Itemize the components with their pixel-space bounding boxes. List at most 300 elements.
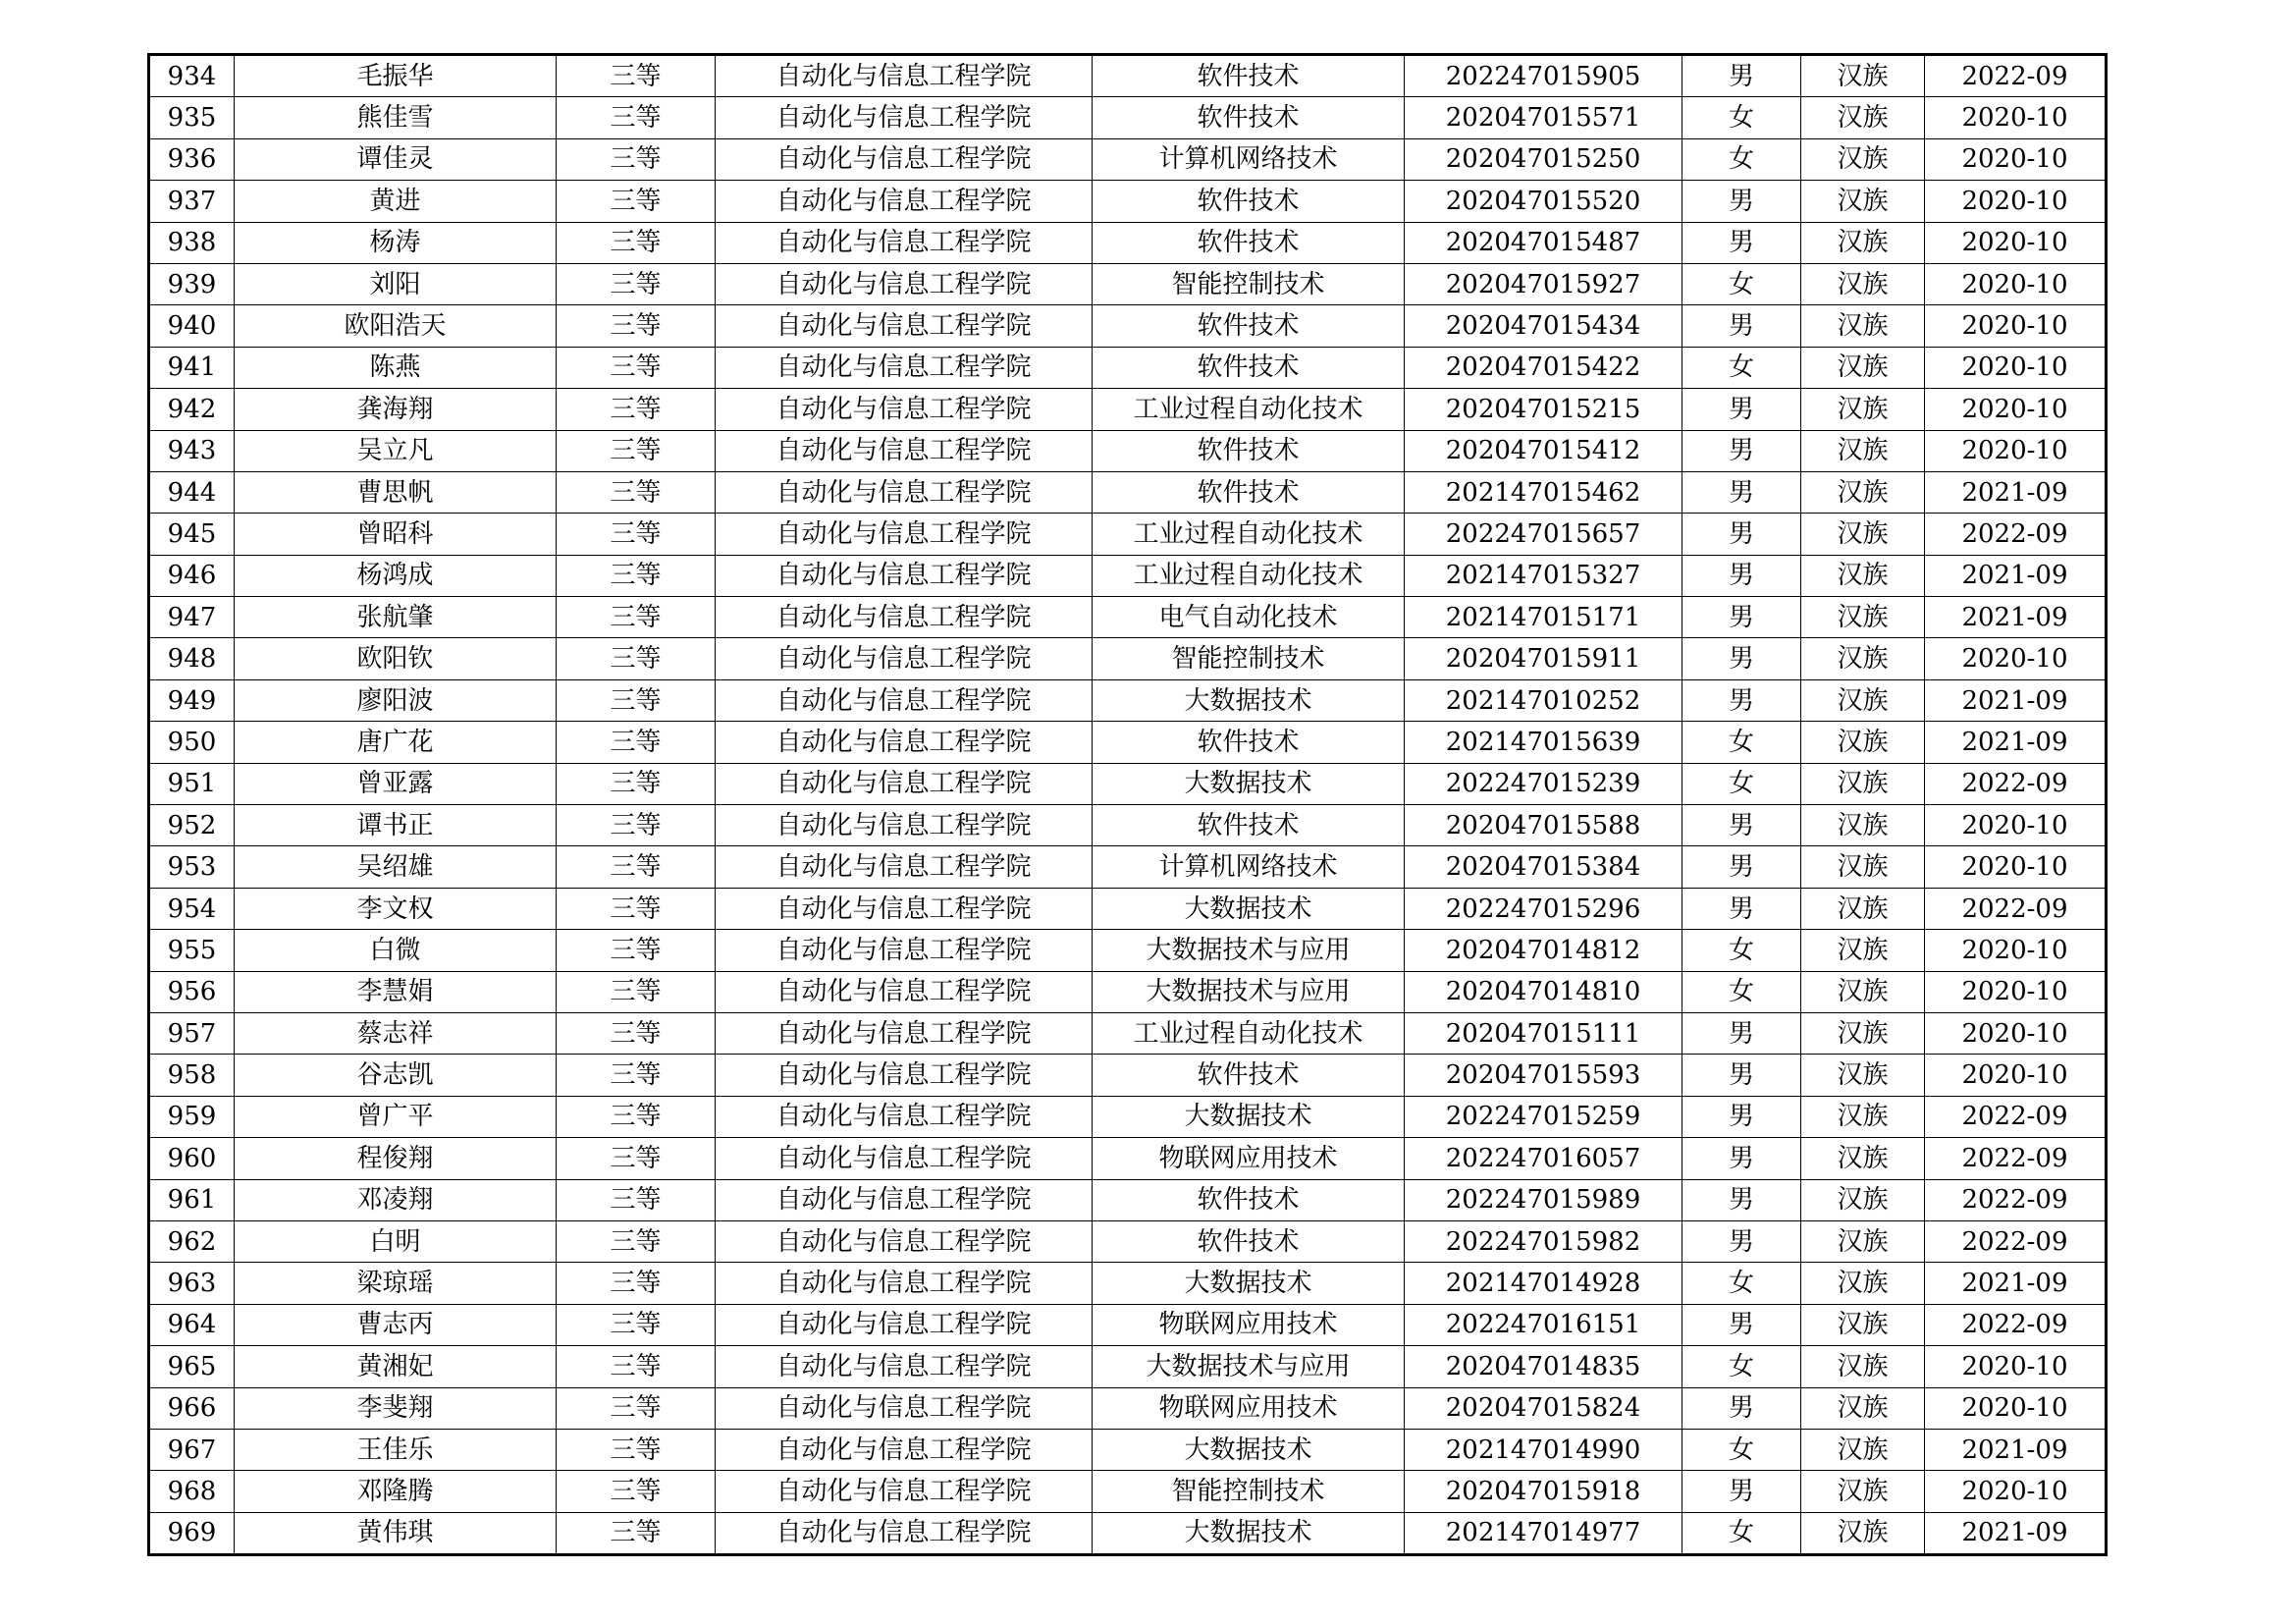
cell-ethnicity: 汉族: [1801, 181, 1925, 222]
cell-student-id: 202247016151: [1405, 1304, 1682, 1345]
cell-award-level: 三等: [557, 263, 716, 304]
cell-row-number: 965: [149, 1346, 235, 1387]
cell-award-level: 三等: [557, 597, 716, 638]
cell-award-level: 三等: [557, 138, 716, 180]
cell-student-name: 谭书正: [235, 805, 557, 846]
cell-student-name: 陈燕: [235, 347, 557, 388]
cell-ethnicity: 汉族: [1801, 679, 1925, 721]
cell-major: 工业过程自动化技术: [1093, 514, 1405, 555]
cell-gender: 男: [1682, 555, 1801, 596]
cell-gender: 男: [1682, 471, 1801, 513]
cell-award-level: 三等: [557, 679, 716, 721]
cell-student-name: 曹思帆: [235, 471, 557, 513]
cell-student-id: 202247015905: [1405, 55, 1682, 97]
cell-row-number: 938: [149, 222, 235, 263]
table-row: [149, 222, 2107, 263]
table-row: [149, 638, 2107, 679]
cell-college: 自动化与信息工程学院: [716, 555, 1093, 596]
cell-enrollment-date: 2022-09: [1925, 1179, 2107, 1220]
cell-gender: 女: [1682, 263, 1801, 304]
cell-student-id: 202147015327: [1405, 555, 1682, 596]
cell-student-name: 曾昭科: [235, 514, 557, 555]
cell-gender: 女: [1682, 763, 1801, 804]
cell-college: 自动化与信息工程学院: [716, 222, 1093, 263]
cell-gender: 男: [1682, 55, 1801, 97]
cell-major: 软件技术: [1093, 305, 1405, 347]
cell-enrollment-date: 2022-09: [1925, 763, 2107, 804]
cell-college: 自动化与信息工程学院: [716, 1471, 1093, 1512]
cell-student-id: 202047015412: [1405, 430, 1682, 471]
cell-major: 大数据技术与应用: [1093, 930, 1405, 971]
cell-student-id: 202047015918: [1405, 1471, 1682, 1512]
cell-student-id: 202147015171: [1405, 597, 1682, 638]
cell-enrollment-date: 2020-10: [1925, 930, 2107, 971]
cell-major: 软件技术: [1093, 471, 1405, 513]
cell-student-id: 202147010252: [1405, 679, 1682, 721]
cell-college: 自动化与信息工程学院: [716, 55, 1093, 97]
cell-student-id: 202047015215: [1405, 389, 1682, 430]
cell-student-name: 王佳乐: [235, 1429, 557, 1470]
cell-major: 软件技术: [1093, 55, 1405, 97]
cell-ethnicity: 汉族: [1801, 888, 1925, 929]
cell-row-number: 968: [149, 1471, 235, 1512]
cell-enrollment-date: 2022-09: [1925, 55, 2107, 97]
cell-award-level: 三等: [557, 1387, 716, 1429]
cell-student-id: 202047015434: [1405, 305, 1682, 347]
table-row: [149, 971, 2107, 1012]
cell-award-level: 三等: [557, 805, 716, 846]
cell-row-number: 961: [149, 1179, 235, 1220]
cell-major: 大数据技术: [1093, 763, 1405, 804]
cell-gender: 男: [1682, 514, 1801, 555]
cell-ethnicity: 汉族: [1801, 222, 1925, 263]
cell-enrollment-date: 2020-10: [1925, 1387, 2107, 1429]
table-row: [149, 1429, 2107, 1470]
cell-enrollment-date: 2020-10: [1925, 805, 2107, 846]
table-row: [149, 1471, 2107, 1512]
cell-row-number: 958: [149, 1055, 235, 1096]
cell-student-id: 202247016057: [1405, 1138, 1682, 1179]
cell-enrollment-date: 2020-10: [1925, 846, 2107, 888]
cell-student-id: 202247015296: [1405, 888, 1682, 929]
cell-row-number: 951: [149, 763, 235, 804]
cell-college: 自动化与信息工程学院: [716, 347, 1093, 388]
cell-ethnicity: 汉族: [1801, 555, 1925, 596]
cell-major: 物联网应用技术: [1093, 1304, 1405, 1345]
cell-student-id: 202047015520: [1405, 181, 1682, 222]
cell-college: 自动化与信息工程学院: [716, 1096, 1093, 1137]
cell-college: 自动化与信息工程学院: [716, 638, 1093, 679]
scholarship-table: [147, 53, 2108, 1556]
table-row: [149, 888, 2107, 929]
cell-college: 自动化与信息工程学院: [716, 846, 1093, 888]
cell-enrollment-date: 2022-09: [1925, 1220, 2107, 1262]
cell-student-id: 202047014810: [1405, 971, 1682, 1012]
cell-ethnicity: 汉族: [1801, 722, 1925, 763]
cell-award-level: 三等: [557, 846, 716, 888]
cell-major: 软件技术: [1093, 1220, 1405, 1262]
cell-award-level: 三等: [557, 555, 716, 596]
table-row: [149, 389, 2107, 430]
cell-gender: 男: [1682, 1387, 1801, 1429]
cell-major: 软件技术: [1093, 347, 1405, 388]
cell-enrollment-date: 2021-09: [1925, 1429, 2107, 1470]
cell-gender: 男: [1682, 805, 1801, 846]
table-row: [149, 930, 2107, 971]
cell-major: 大数据技术: [1093, 1429, 1405, 1470]
table-row: [149, 55, 2107, 97]
cell-row-number: 962: [149, 1220, 235, 1262]
cell-student-name: 杨鸿成: [235, 555, 557, 596]
cell-enrollment-date: 2020-10: [1925, 1055, 2107, 1096]
cell-award-level: 三等: [557, 389, 716, 430]
cell-row-number: 939: [149, 263, 235, 304]
cell-gender: 男: [1682, 430, 1801, 471]
cell-college: 自动化与信息工程学院: [716, 1055, 1093, 1096]
cell-row-number: 955: [149, 930, 235, 971]
table-body: [149, 55, 2107, 1555]
cell-major: 计算机网络技术: [1093, 138, 1405, 180]
cell-student-id: 202147015639: [1405, 722, 1682, 763]
cell-gender: 女: [1682, 722, 1801, 763]
cell-ethnicity: 汉族: [1801, 1220, 1925, 1262]
cell-student-id: 202147014928: [1405, 1263, 1682, 1304]
cell-gender: 男: [1682, 1220, 1801, 1262]
cell-award-level: 三等: [557, 1263, 716, 1304]
cell-ethnicity: 汉族: [1801, 763, 1925, 804]
cell-college: 自动化与信息工程学院: [716, 389, 1093, 430]
cell-gender: 男: [1682, 638, 1801, 679]
cell-college: 自动化与信息工程学院: [716, 722, 1093, 763]
cell-student-id: 202047014835: [1405, 1346, 1682, 1387]
cell-student-name: 吴绍雄: [235, 846, 557, 888]
cell-enrollment-date: 2020-10: [1925, 430, 2107, 471]
table-row: [149, 471, 2107, 513]
cell-student-id: 202047015911: [1405, 638, 1682, 679]
cell-ethnicity: 汉族: [1801, 1471, 1925, 1512]
cell-gender: 女: [1682, 971, 1801, 1012]
table-row: [149, 1263, 2107, 1304]
cell-student-id: 202147015462: [1405, 471, 1682, 513]
cell-college: 自动化与信息工程学院: [716, 1387, 1093, 1429]
cell-enrollment-date: 2021-09: [1925, 1263, 2107, 1304]
cell-student-id: 202247015982: [1405, 1220, 1682, 1262]
cell-award-level: 三等: [557, 1512, 716, 1554]
cell-student-id: 202247015259: [1405, 1096, 1682, 1137]
cell-enrollment-date: 2020-10: [1925, 347, 2107, 388]
cell-ethnicity: 汉族: [1801, 971, 1925, 1012]
cell-ethnicity: 汉族: [1801, 514, 1925, 555]
cell-college: 自动化与信息工程学院: [716, 597, 1093, 638]
cell-ethnicity: 汉族: [1801, 1096, 1925, 1137]
cell-award-level: 三等: [557, 1096, 716, 1137]
cell-award-level: 三等: [557, 471, 716, 513]
cell-major: 大数据技术: [1093, 679, 1405, 721]
cell-gender: 女: [1682, 1346, 1801, 1387]
cell-student-id: 202047015588: [1405, 805, 1682, 846]
cell-college: 自动化与信息工程学院: [716, 1346, 1093, 1387]
cell-student-name: 邓隆腾: [235, 1471, 557, 1512]
cell-award-level: 三等: [557, 1012, 716, 1054]
cell-enrollment-date: 2020-10: [1925, 971, 2107, 1012]
cell-student-name: 黄伟琪: [235, 1512, 557, 1554]
cell-award-level: 三等: [557, 971, 716, 1012]
table-row: [149, 347, 2107, 388]
cell-major: 软件技术: [1093, 97, 1405, 138]
cell-gender: 女: [1682, 1429, 1801, 1470]
cell-ethnicity: 汉族: [1801, 471, 1925, 513]
cell-college: 自动化与信息工程学院: [716, 1304, 1093, 1345]
cell-major: 软件技术: [1093, 222, 1405, 263]
table-row: [149, 181, 2107, 222]
cell-row-number: 957: [149, 1012, 235, 1054]
cell-major: 智能控制技术: [1093, 1471, 1405, 1512]
cell-college: 自动化与信息工程学院: [716, 1220, 1093, 1262]
cell-major: 物联网应用技术: [1093, 1138, 1405, 1179]
cell-major: 软件技术: [1093, 430, 1405, 471]
cell-college: 自动化与信息工程学院: [716, 471, 1093, 513]
cell-student-name: 李斐翔: [235, 1387, 557, 1429]
cell-student-id: 202247015657: [1405, 514, 1682, 555]
cell-major: 大数据技术与应用: [1093, 1346, 1405, 1387]
cell-major: 大数据技术: [1093, 888, 1405, 929]
cell-award-level: 三等: [557, 1055, 716, 1096]
cell-ethnicity: 汉族: [1801, 1138, 1925, 1179]
cell-student-name: 曹志丙: [235, 1304, 557, 1345]
cell-ethnicity: 汉族: [1801, 1055, 1925, 1096]
cell-ethnicity: 汉族: [1801, 1012, 1925, 1054]
cell-ethnicity: 汉族: [1801, 263, 1925, 304]
cell-student-name: 谭佳灵: [235, 138, 557, 180]
cell-student-id: 202047015571: [1405, 97, 1682, 138]
cell-award-level: 三等: [557, 1346, 716, 1387]
cell-college: 自动化与信息工程学院: [716, 1512, 1093, 1554]
cell-row-number: 953: [149, 846, 235, 888]
cell-row-number: 964: [149, 1304, 235, 1345]
cell-ethnicity: 汉族: [1801, 1263, 1925, 1304]
cell-enrollment-date: 2021-09: [1925, 722, 2107, 763]
cell-award-level: 三等: [557, 305, 716, 347]
cell-ethnicity: 汉族: [1801, 55, 1925, 97]
cell-row-number: 967: [149, 1429, 235, 1470]
table-row: [149, 1012, 2107, 1054]
cell-student-name: 黄进: [235, 181, 557, 222]
table-row: [149, 263, 2107, 304]
cell-row-number: 969: [149, 1512, 235, 1554]
table-row: [149, 846, 2107, 888]
cell-student-id: 202147014990: [1405, 1429, 1682, 1470]
cell-row-number: 942: [149, 389, 235, 430]
cell-row-number: 956: [149, 971, 235, 1012]
cell-row-number: 948: [149, 638, 235, 679]
cell-ethnicity: 汉族: [1801, 389, 1925, 430]
cell-row-number: 937: [149, 181, 235, 222]
cell-college: 自动化与信息工程学院: [716, 263, 1093, 304]
cell-student-name: 李慧娟: [235, 971, 557, 1012]
cell-enrollment-date: 2020-10: [1925, 263, 2107, 304]
cell-major: 软件技术: [1093, 181, 1405, 222]
cell-major: 软件技术: [1093, 1055, 1405, 1096]
cell-student-name: 李文权: [235, 888, 557, 929]
cell-row-number: 936: [149, 138, 235, 180]
cell-major: 软件技术: [1093, 722, 1405, 763]
cell-student-name: 谷志凯: [235, 1055, 557, 1096]
table-row: [149, 430, 2107, 471]
cell-award-level: 三等: [557, 347, 716, 388]
cell-enrollment-date: 2020-10: [1925, 97, 2107, 138]
cell-ethnicity: 汉族: [1801, 805, 1925, 846]
cell-ethnicity: 汉族: [1801, 846, 1925, 888]
cell-ethnicity: 汉族: [1801, 1512, 1925, 1554]
cell-student-id: 202047015487: [1405, 222, 1682, 263]
cell-ethnicity: 汉族: [1801, 138, 1925, 180]
cell-student-name: 杨涛: [235, 222, 557, 263]
cell-row-number: 959: [149, 1096, 235, 1137]
cell-enrollment-date: 2021-09: [1925, 471, 2107, 513]
cell-enrollment-date: 2020-10: [1925, 1012, 2107, 1054]
cell-gender: 男: [1682, 846, 1801, 888]
cell-award-level: 三等: [557, 514, 716, 555]
cell-student-name: 吴立凡: [235, 430, 557, 471]
table-row: [149, 1096, 2107, 1137]
cell-student-name: 欧阳钦: [235, 638, 557, 679]
cell-row-number: 947: [149, 597, 235, 638]
cell-student-name: 曾亚露: [235, 763, 557, 804]
cell-ethnicity: 汉族: [1801, 347, 1925, 388]
cell-college: 自动化与信息工程学院: [716, 1012, 1093, 1054]
cell-college: 自动化与信息工程学院: [716, 97, 1093, 138]
cell-gender: 女: [1682, 138, 1801, 180]
cell-college: 自动化与信息工程学院: [716, 679, 1093, 721]
table-row: [149, 555, 2107, 596]
cell-ethnicity: 汉族: [1801, 305, 1925, 347]
cell-student-name: 蔡志祥: [235, 1012, 557, 1054]
table-row: [149, 597, 2107, 638]
cell-major: 智能控制技术: [1093, 638, 1405, 679]
cell-student-name: 白明: [235, 1220, 557, 1262]
table-row: [149, 1304, 2107, 1345]
cell-row-number: 950: [149, 722, 235, 763]
cell-row-number: 944: [149, 471, 235, 513]
cell-ethnicity: 汉族: [1801, 1179, 1925, 1220]
cell-college: 自动化与信息工程学院: [716, 763, 1093, 804]
cell-ethnicity: 汉族: [1801, 930, 1925, 971]
table-row: [149, 1055, 2107, 1096]
cell-gender: 男: [1682, 679, 1801, 721]
cell-major: 计算机网络技术: [1093, 846, 1405, 888]
cell-award-level: 三等: [557, 97, 716, 138]
table-row: [149, 1220, 2107, 1262]
cell-college: 自动化与信息工程学院: [716, 305, 1093, 347]
cell-ethnicity: 汉族: [1801, 1346, 1925, 1387]
cell-row-number: 935: [149, 97, 235, 138]
table-row: [149, 1179, 2107, 1220]
cell-enrollment-date: 2021-09: [1925, 1512, 2107, 1554]
cell-ethnicity: 汉族: [1801, 638, 1925, 679]
cell-award-level: 三等: [557, 722, 716, 763]
cell-major: 大数据技术与应用: [1093, 971, 1405, 1012]
cell-gender: 男: [1682, 1138, 1801, 1179]
cell-student-id: 202047015111: [1405, 1012, 1682, 1054]
cell-college: 自动化与信息工程学院: [716, 888, 1093, 929]
cell-student-name: 毛振华: [235, 55, 557, 97]
cell-student-name: 张航肇: [235, 597, 557, 638]
cell-enrollment-date: 2022-09: [1925, 1304, 2107, 1345]
cell-enrollment-date: 2022-09: [1925, 514, 2107, 555]
cell-major: 工业过程自动化技术: [1093, 555, 1405, 596]
cell-student-id: 202147014977: [1405, 1512, 1682, 1554]
cell-row-number: 940: [149, 305, 235, 347]
cell-major: 物联网应用技术: [1093, 1387, 1405, 1429]
cell-college: 自动化与信息工程学院: [716, 138, 1093, 180]
cell-row-number: 946: [149, 555, 235, 596]
cell-enrollment-date: 2022-09: [1925, 1138, 2107, 1179]
cell-enrollment-date: 2020-10: [1925, 638, 2107, 679]
cell-award-level: 三等: [557, 1471, 716, 1512]
table-row: [149, 514, 2107, 555]
cell-student-id: 202047015384: [1405, 846, 1682, 888]
cell-college: 自动化与信息工程学院: [716, 1138, 1093, 1179]
cell-gender: 男: [1682, 389, 1801, 430]
cell-award-level: 三等: [557, 638, 716, 679]
cell-award-level: 三等: [557, 930, 716, 971]
cell-college: 自动化与信息工程学院: [716, 514, 1093, 555]
table-row: [149, 679, 2107, 721]
cell-major: 工业过程自动化技术: [1093, 1012, 1405, 1054]
cell-award-level: 三等: [557, 222, 716, 263]
cell-student-name: 廖阳波: [235, 679, 557, 721]
cell-gender: 男: [1682, 1304, 1801, 1345]
table-row: [149, 1346, 2107, 1387]
cell-college: 自动化与信息工程学院: [716, 1179, 1093, 1220]
cell-student-id: 202047014812: [1405, 930, 1682, 971]
cell-gender: 女: [1682, 1263, 1801, 1304]
cell-student-name: 熊佳雪: [235, 97, 557, 138]
table-row: [149, 805, 2107, 846]
cell-gender: 男: [1682, 305, 1801, 347]
cell-major: 软件技术: [1093, 1179, 1405, 1220]
cell-student-id: 202047015250: [1405, 138, 1682, 180]
cell-student-name: 唐广花: [235, 722, 557, 763]
cell-major: 大数据技术: [1093, 1263, 1405, 1304]
cell-row-number: 966: [149, 1387, 235, 1429]
cell-award-level: 三等: [557, 430, 716, 471]
cell-row-number: 934: [149, 55, 235, 97]
cell-row-number: 952: [149, 805, 235, 846]
cell-major: 大数据技术: [1093, 1512, 1405, 1554]
cell-student-name: 邓凌翔: [235, 1179, 557, 1220]
cell-enrollment-date: 2021-09: [1925, 597, 2107, 638]
cell-student-name: 曾广平: [235, 1096, 557, 1137]
cell-gender: 男: [1682, 1012, 1801, 1054]
cell-ethnicity: 汉族: [1801, 1387, 1925, 1429]
cell-gender: 男: [1682, 1055, 1801, 1096]
cell-ethnicity: 汉族: [1801, 430, 1925, 471]
cell-enrollment-date: 2020-10: [1925, 1471, 2107, 1512]
cell-award-level: 三等: [557, 1429, 716, 1470]
table-row: [149, 1387, 2107, 1429]
cell-student-id: 202247015989: [1405, 1179, 1682, 1220]
table-row: [149, 138, 2107, 180]
cell-student-id: 202047015422: [1405, 347, 1682, 388]
cell-college: 自动化与信息工程学院: [716, 181, 1093, 222]
cell-gender: 男: [1682, 181, 1801, 222]
cell-gender: 女: [1682, 97, 1801, 138]
cell-enrollment-date: 2020-10: [1925, 305, 2107, 347]
cell-gender: 女: [1682, 930, 1801, 971]
table-row: [149, 722, 2107, 763]
table-row: [149, 97, 2107, 138]
